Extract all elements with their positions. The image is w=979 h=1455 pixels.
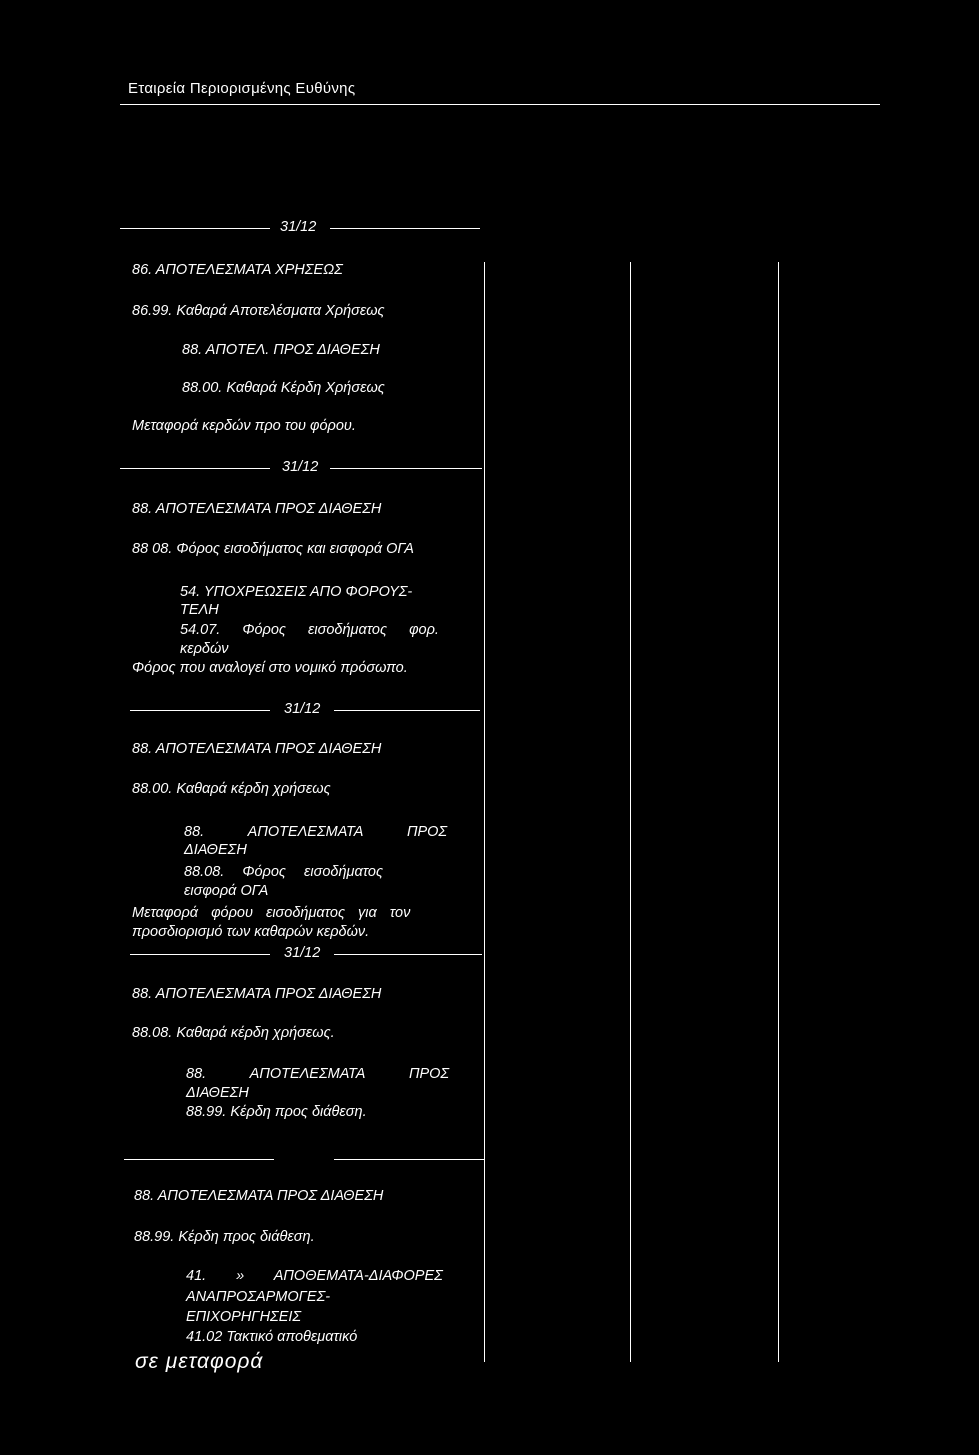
entry-rule-left xyxy=(124,1159,274,1160)
entry-line: ΑΝΑΠΡΟΣΑΡΜΟΓΕΣ- xyxy=(186,1289,331,1305)
date-rule-right xyxy=(334,954,482,955)
entry-line: ΤΕΛΗ xyxy=(180,602,219,618)
column-rule-credit xyxy=(778,262,779,1362)
entry-line: 88.99. Κέρδη προς διάθεση. xyxy=(186,1104,367,1120)
entry-line: 88. ΑΠΟΤΕΛΕΣΜΑΤΑ ΠΡΟΣ ΔΙΑΘΕΣΗ xyxy=(132,986,382,1002)
entry-line: 86.99. Καθαρά Αποτελέσματα Χρήσεως xyxy=(132,303,385,319)
column-rule-description xyxy=(484,262,485,1362)
entry-date: 31/12 xyxy=(280,219,317,235)
entry-line: Μεταφορά κερδών προ του φόρου. xyxy=(132,418,356,434)
entry-date: 31/12 xyxy=(284,701,321,717)
entry-line: 88.08. Φόρος εισοδήματος xyxy=(184,864,384,880)
date-rule-right xyxy=(330,468,482,469)
entry-date: 31/12 xyxy=(282,459,319,475)
entry-date-row xyxy=(120,459,482,477)
entry-line: 88. ΑΠΟΤΕΛΕΣΜΑΤΑ ΠΡΟΣ ΔΙΑΘΕΣΗ xyxy=(134,1188,384,1204)
entry-line: προσδιορισμό των καθαρών κερδών. xyxy=(132,924,370,940)
date-rule-left xyxy=(130,710,270,711)
entry-line: 88.00. Καθαρά Κέρδη Χρήσεως xyxy=(182,380,385,396)
carried-forward-note: σε μεταφορά xyxy=(135,1350,264,1373)
entry-line: 54.07. Φόρος εισοδήματος φορ. xyxy=(180,622,439,638)
entry-line: 88. ΑΠΟΤΕΛΕΣΜΑΤΑ ΠΡΟΣ ΔΙΑΘΕΣΗ xyxy=(132,501,382,517)
entry-line: 88. ΑΠΟΤΕΛΕΣΜΑΤΑ ΠΡΟΣ ΔΙΑΘΕΣΗ xyxy=(132,741,382,757)
entry-line: 88. ΑΠΟΤΕΛΕΣΜΑΤΑ ΠΡΟΣ xyxy=(186,1066,450,1082)
date-rule-left xyxy=(120,228,270,229)
entry-line: 54. ΥΠΟΧΡΕΩΣΕΙΣ ΑΠΟ ΦΟΡΟΥΣ- xyxy=(180,584,413,600)
company-header: Εταιρεία Περιορισμένης Ευθύνης xyxy=(128,80,356,97)
entry-line: ΔΙΑΘΕΣΗ xyxy=(184,842,247,858)
entry-line: 88 08. Φόρος εισοδήματος και εισφορά ΟΓΑ xyxy=(132,541,414,557)
date-rule-left xyxy=(130,954,270,955)
header-rule xyxy=(120,104,880,105)
entry-line: 86. ΑΠΟΤΕΛΕΣΜΑΤΑ ΧΡΗΣΕΩΣ xyxy=(132,262,343,278)
entry-line: 88.08. Καθαρά κέρδη χρήσεως. xyxy=(132,1025,335,1041)
entry-line: εισφορά ΟΓΑ xyxy=(184,883,269,899)
entry-line: 88.00. Καθαρά κέρδη χρήσεως xyxy=(132,781,331,797)
entry-line: 88.99. Κέρδη προς διάθεση. xyxy=(134,1229,315,1245)
entry-line: Μεταφορά φόρου εισοδήματος για τον xyxy=(132,905,411,921)
entry-line: 88. ΑΠΟΤΕΛΕΣΜΑΤΑ ΠΡΟΣ xyxy=(184,824,448,840)
entry-rule-right xyxy=(334,1159,484,1160)
entry-date-row xyxy=(120,219,480,237)
date-rule-right xyxy=(330,228,480,229)
date-rule-left xyxy=(120,468,270,469)
entry-date: 31/12 xyxy=(284,945,321,961)
entry-line: 41.02 Τακτικό αποθεματικό xyxy=(186,1329,358,1345)
entry-line: ΔΙΑΘΕΣΗ xyxy=(186,1085,249,1101)
entry-line: Φόρος που αναλογεί στο νομικό πρόσωπο. xyxy=(132,660,408,676)
entry-line: ΕΠΙΧΟΡΗΓΗΣΕΙΣ xyxy=(186,1309,302,1325)
entry-date-row xyxy=(130,701,480,719)
entry-line: 41. » ΑΠΟΘΕΜΑΤΑ-ΔΙΑΦΟΡΕΣ xyxy=(186,1268,443,1284)
entry-date-row xyxy=(130,945,482,963)
column-rule-debit xyxy=(630,262,631,1362)
entry-line: 88. ΑΠΟΤΕΛ. ΠΡΟΣ ΔΙΑΘΕΣΗ xyxy=(182,342,380,358)
date-rule-right xyxy=(334,710,480,711)
entry-line: κερδών xyxy=(180,641,229,657)
